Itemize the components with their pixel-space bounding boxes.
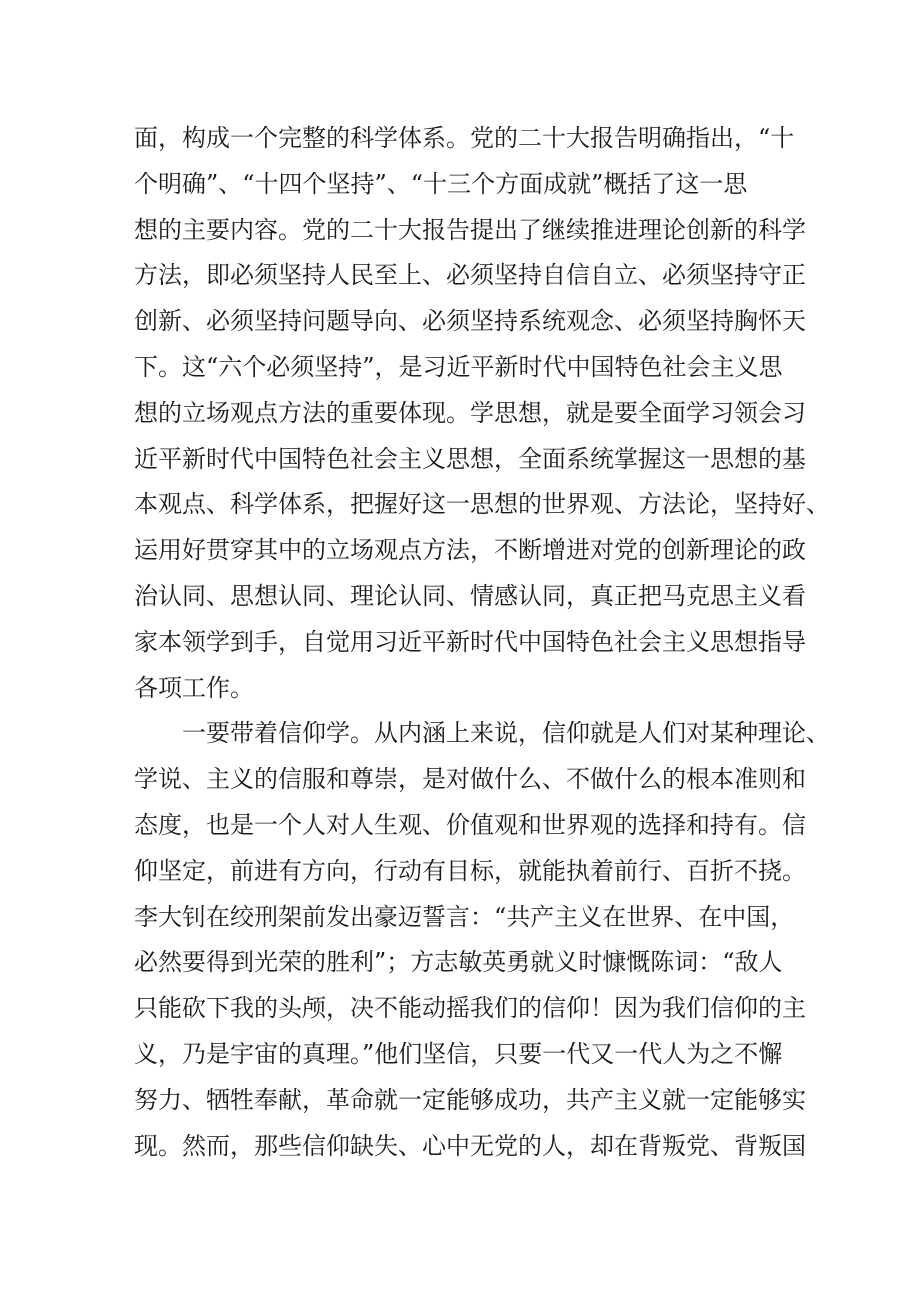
paragraph-1 <box>134 116 830 711</box>
text-line: 运用好贯穿其中的立场观点方法，不断增进对党的创新理论的政 <box>134 536 806 565</box>
text-line: 下。这“六个必须坚持”，是习近平新时代中国特色社会主义思 <box>134 352 783 381</box>
text-line: 本观点、科学体系，把握好这一思想的世界观、方法论，坚持好、 <box>134 490 830 519</box>
text-line: 现。然而，那些信仰缺失、心中无党的人，却在背叛党、背叛国 <box>134 1131 806 1160</box>
text-line: 治认同、思想认同、理论认同、情感认同，真正把马克思主义看 <box>134 581 806 610</box>
text-line: 态度，也是一个人对人生观、价值观和世界观的选择和持有。信 <box>134 810 806 839</box>
text-line: 方法，即必须坚持人民至上、必须坚持自信自立、必须坚持守正 <box>134 261 806 290</box>
text-line: 必然要得到光荣的胜利”；方志敏英勇就义时慷慨陈词：“敌人 <box>134 948 783 977</box>
text-line: 面，构成一个完整的科学体系。党的二十大报告明确指出，“十 <box>134 124 795 152</box>
text-line: 家本领学到手，自觉用习近平新时代中国特色社会主义思想指导 <box>134 627 806 656</box>
document-body <box>134 116 830 1169</box>
text-line: 一要带着信仰学。从内涵上来说，信仰就是人们对某种理论、 <box>182 719 830 748</box>
text-line: 义，乃是宇宙的真理。”他们坚信，只要一代又一代人为之不懈 <box>134 1039 783 1068</box>
paragraph-2 <box>134 711 830 1169</box>
text-line: 只能砍下我的头颅，决不能动摇我们的信仰！因为我们信仰的主 <box>134 994 806 1023</box>
text-line: 近平新时代中国特色社会主义思想，全面系统掌握这一思想的基 <box>134 444 806 473</box>
text-line: 创新、必须坚持问题导向、必须坚持系统观念、必须坚持胸怀天 <box>134 307 806 336</box>
text-line: 想的立场观点方法的重要体现。学思想，就是要全面学习领会习 <box>134 398 806 427</box>
text-line: 李大钊在绞刑架前发出豪迈誓言：“共产主义在世界、在中国， <box>134 902 795 931</box>
text-line: 想的主要内容。党的二十大报告提出了继续推进理论创新的科学 <box>134 215 806 244</box>
text-line: 各项工作。 <box>134 673 254 702</box>
text-line: 仰坚定，前进有方向，行动有目标，就能执着前行、百折不挠。 <box>134 856 806 885</box>
text-line: 个明确”、“十四个坚持”、“十三个方面成就”概括了这一思 <box>134 169 748 198</box>
text-line: 努力、牺牲奉献，革命就一定能够成功，共产主义就一定能够实 <box>134 1085 806 1114</box>
text-line: 学说、主义的信服和尊崇，是对做什么、不做什么的根本准则和 <box>134 765 806 794</box>
